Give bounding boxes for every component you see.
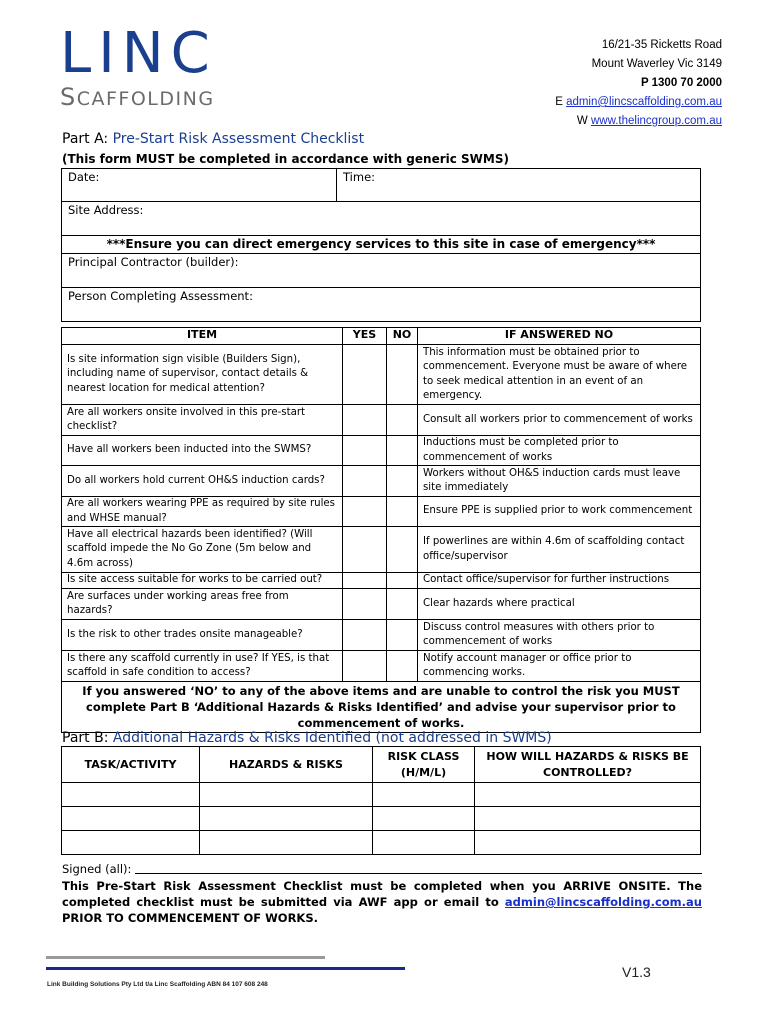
- no-checkbox[interactable]: [387, 589, 418, 620]
- signed-label: Signed (all):: [62, 862, 132, 876]
- company-logo: [60, 21, 260, 111]
- no-checkbox[interactable]: [387, 620, 418, 651]
- part-a-heading: Part A: Pre-Start Risk Assessment Checklist: [62, 131, 365, 147]
- table-row: Is site access suitable for works to be carried out? Contact office/supervisor for further instructions: [62, 573, 701, 589]
- emergency-notice: ***Ensure you can direct emergency services to this site in case of emergency***: [62, 236, 701, 254]
- risk-class-cell[interactable]: [373, 783, 475, 807]
- header-no: NO: [387, 328, 418, 345]
- yes-checkbox[interactable]: [343, 527, 387, 573]
- version-label: V1.3: [622, 964, 651, 980]
- yes-checkbox[interactable]: [343, 589, 387, 620]
- table-row: Have all workers been inducted into the SWMS? Inductions must be completed prior to commencement of works: [62, 436, 701, 466]
- principal-contractor-field[interactable]: Principal Contractor (builder):: [62, 254, 701, 288]
- risk-class-cell[interactable]: [373, 831, 475, 855]
- header-if-answered-no: IF ANSWERED NO: [418, 328, 701, 345]
- part-a-subtitle: (This form MUST be completed in accordance with generic SWMS): [62, 152, 509, 166]
- task-cell[interactable]: [62, 831, 200, 855]
- control-cell[interactable]: [475, 831, 701, 855]
- site-address-field[interactable]: Site Address:: [62, 202, 701, 236]
- company-address: [555, 36, 722, 131]
- date-field[interactable]: Date:: [62, 169, 337, 202]
- address-line-2: Mount Waverley Vic 3149: [591, 58, 722, 70]
- hazard-cell[interactable]: [200, 807, 373, 831]
- phone-number: P 1300 70 2000: [640, 77, 722, 89]
- table-row: Is site information sign visible (Builders Sign), including name of supervisor, contact details & nearest location for medical attention? This information must be obtained prior to commencement. Everyone must be aware of where to seek medical attention in an event of an emergency.: [62, 345, 701, 405]
- header-controls: HOW WILL HAZARDS & RISKS BE CONTROLLED?: [475, 747, 701, 783]
- hazard-cell[interactable]: [200, 783, 373, 807]
- no-checkbox[interactable]: [387, 436, 418, 466]
- table-row: [62, 783, 701, 807]
- yes-checkbox[interactable]: [343, 497, 387, 527]
- control-cell[interactable]: [475, 783, 701, 807]
- yes-checkbox[interactable]: [343, 620, 387, 651]
- checklist-table: [61, 327, 701, 733]
- logo-wordmark: LINC: [60, 21, 217, 86]
- header-yes: YES: [343, 328, 387, 345]
- task-cell[interactable]: [62, 807, 200, 831]
- header-task-activity: TASK/ACTIVITY: [62, 747, 200, 783]
- header-risk-class: RISK CLASS (H/M/L): [373, 747, 475, 783]
- additional-hazards-table: [61, 746, 701, 855]
- yes-checkbox[interactable]: [343, 436, 387, 466]
- email-line: E admin@lincscaffolding.com.au: [555, 96, 722, 108]
- email-link[interactable]: admin@lincscaffolding.com.au: [566, 96, 722, 108]
- footer-company-info: Link Building Solutions Pty Ltd t/a Linc Scaffolding ABN 84 107 608 248: [47, 981, 268, 988]
- table-row: Are all workers onsite involved in this pre-start checklist? Consult all workers prior to commencement of works: [62, 405, 701, 436]
- table-row: Is the risk to other trades onsite manageable? Discuss control measures with others prior to commencement of works: [62, 620, 701, 651]
- no-checkbox[interactable]: [387, 573, 418, 589]
- no-checkbox[interactable]: [387, 405, 418, 436]
- signature-field[interactable]: [135, 862, 702, 874]
- table-row: Do all workers hold current OH&S induction cards? Workers without OH&S induction cards must leave site immediately: [62, 466, 701, 497]
- header-hazards-risks: HAZARDS & RISKS: [200, 747, 373, 783]
- no-checkbox[interactable]: [387, 345, 418, 405]
- table-row: Are surfaces under working areas free from hazards? Clear hazards where practical: [62, 589, 701, 620]
- submission-email-link[interactable]: admin@lincscaffolding.com.au: [504, 895, 702, 909]
- table-row: Have all electrical hazards been identified? (Will scaffold impede the No Go Zone (5m below and 4.6m across) If powerlines are within 4.6m of scaffolding contact office/supervisor: [62, 527, 701, 573]
- table-row: Are all workers wearing PPE as required by site rules and WHSE manual? Ensure PPE is supplied prior to work commencement: [62, 497, 701, 527]
- table-row: Is there any scaffold currently in use? If YES, is that scaffold in safe condition to access? Notify account manager or office prior to commencing works.: [62, 651, 701, 682]
- website-link[interactable]: www.thelincgroup.com.au: [590, 115, 722, 127]
- logo-subtitle: SCAFFOLDING: [60, 83, 215, 111]
- site-details-table: [61, 168, 701, 322]
- no-checkbox[interactable]: [387, 651, 418, 682]
- risk-class-cell[interactable]: [373, 807, 475, 831]
- no-checkbox[interactable]: [387, 497, 418, 527]
- part-b-heading: Part B: Additional Hazards & Risks Identified (not addressed in SWMS): [62, 730, 552, 746]
- footer-divider-grey: [46, 956, 325, 959]
- control-cell[interactable]: [475, 807, 701, 831]
- time-field[interactable]: Time:: [337, 169, 701, 202]
- no-checkbox[interactable]: [387, 466, 418, 497]
- address-line-1: 16/21-35 Ricketts Road: [601, 39, 722, 51]
- web-line: W www.thelincgroup.com.au: [576, 115, 722, 127]
- yes-checkbox[interactable]: [343, 573, 387, 589]
- task-cell[interactable]: [62, 783, 200, 807]
- yes-checkbox[interactable]: [343, 651, 387, 682]
- person-completing-field[interactable]: Person Completing Assessment:: [62, 288, 701, 322]
- header-item: ITEM: [62, 328, 343, 345]
- yes-checkbox[interactable]: [343, 466, 387, 497]
- hazard-cell[interactable]: [200, 831, 373, 855]
- part-b-warning: If you answered ‘NO’ to any of the above items and are unable to control the risk you MUST complete Part B ‘Additional Hazards & Risks Identified’ and advise your supervisor prior to commencement of works.: [62, 682, 701, 733]
- yes-checkbox[interactable]: [343, 405, 387, 436]
- signature-line: [62, 862, 702, 876]
- table-row: [62, 831, 701, 855]
- yes-checkbox[interactable]: [343, 345, 387, 405]
- footer-divider-blue: [46, 967, 405, 970]
- submission-note: This Pre-Start Risk Assessment Checklist must be completed when you ARRIVE ONSITE. The completed checklist must be submitted via AWF app or email to admin@lincscaffolding.com.au PRIOR TO COMMENCEMENT OF WORKS.: [62, 879, 702, 925]
- table-row: [62, 807, 701, 831]
- no-checkbox[interactable]: [387, 527, 418, 573]
